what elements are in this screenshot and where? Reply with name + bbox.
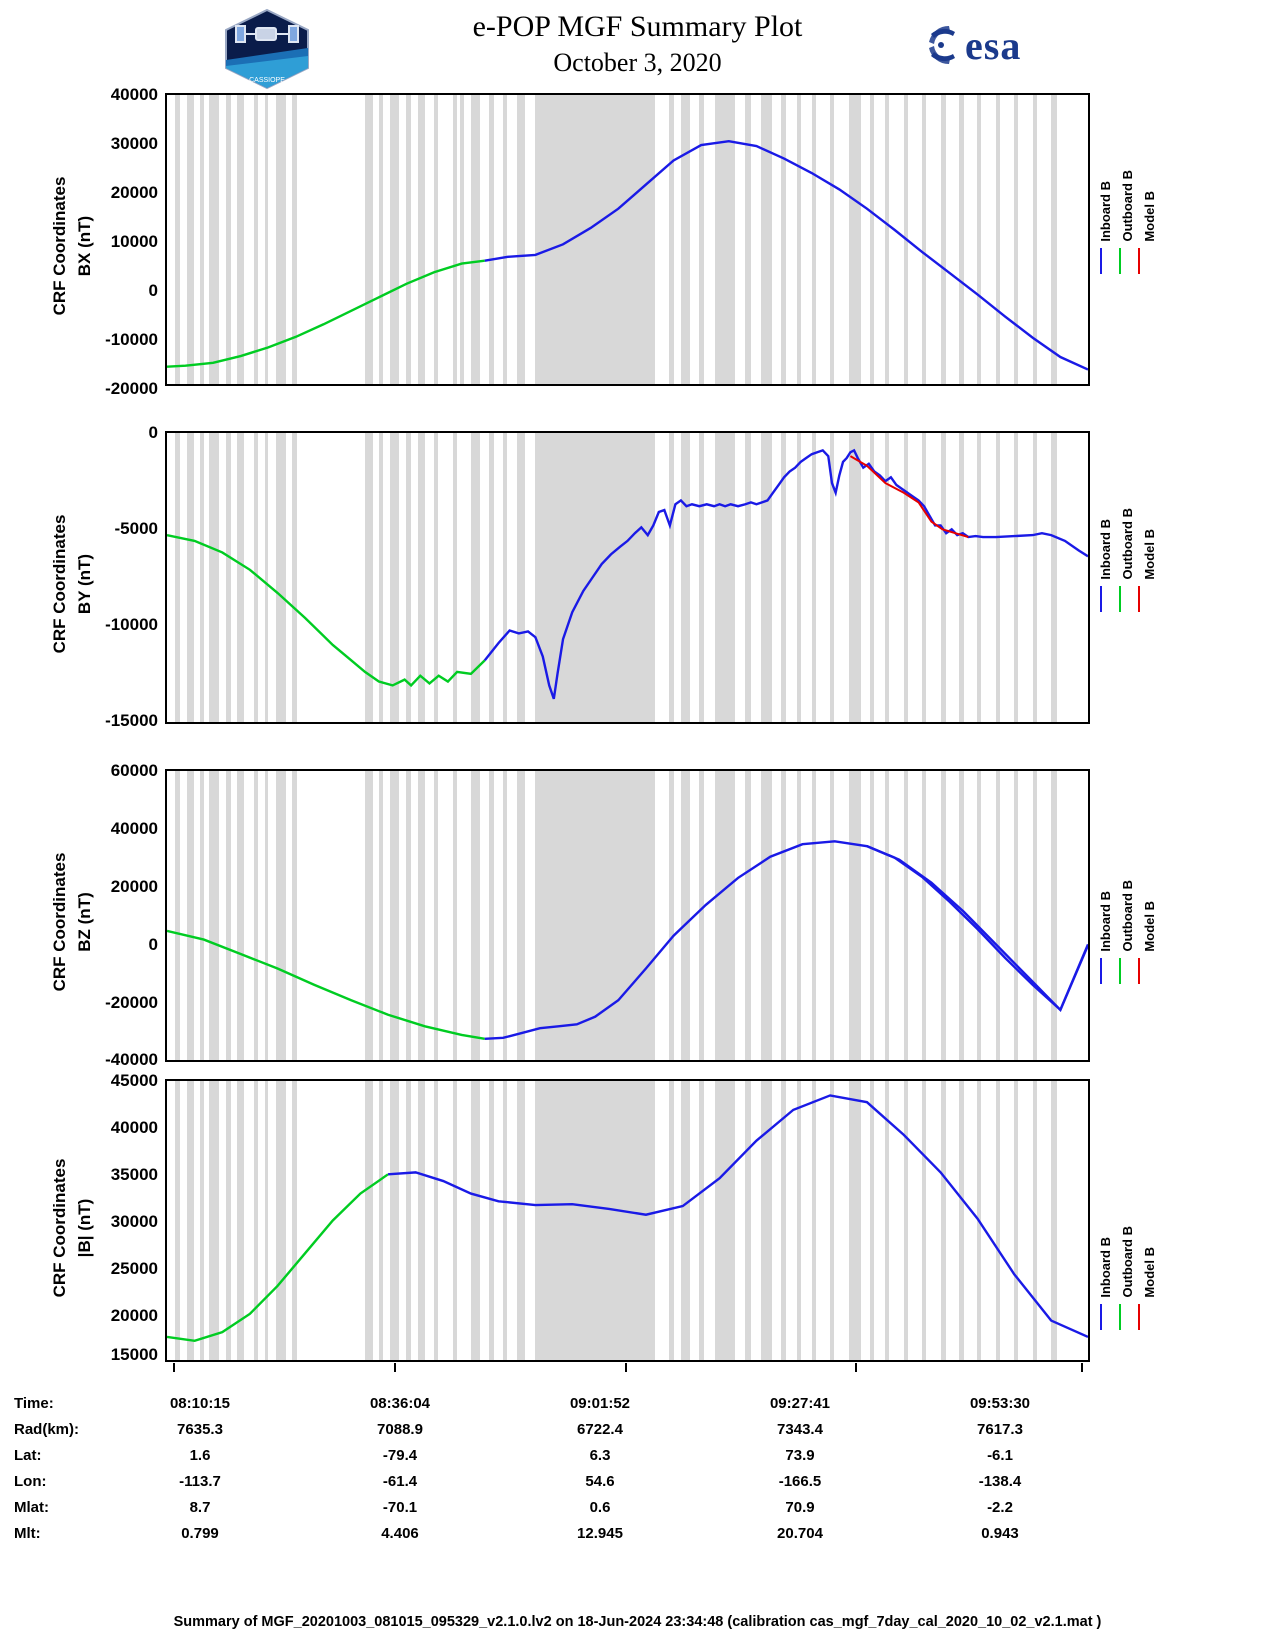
yaxis-title-bx: CRF Coordinates: [50, 176, 69, 316]
trace-by: [167, 433, 1088, 722]
table-row: Lat: 1.6 -79.4 6.3 73.9 -6.1: [14, 1446, 1013, 1464]
cassiope-mission-patch-icon: [222, 8, 312, 90]
yaxis-title-bz: CRF Coordinates: [50, 852, 69, 992]
plot-title: e-POP MGF Summary Plot: [472, 10, 803, 43]
row-label-lat: Lat:: [14, 1446, 42, 1464]
table-row: Mlt: 0.799 4.406 12.945 20.704 0.943: [14, 1524, 1019, 1542]
yaxis-title-by: CRF Coordinates: [50, 514, 69, 654]
legend-by: Inboard B Outboard B Model B: [1098, 508, 1170, 612]
svg-text:esa: esa: [965, 23, 1022, 68]
plot-area-bz: [167, 771, 1088, 1060]
trace-bmag: [167, 1081, 1088, 1360]
panel-by: [165, 431, 1090, 724]
trace-bz: [167, 771, 1088, 1060]
ephemeris-table: [14, 1390, 1269, 1546]
row-label-lon: Lon:: [14, 1472, 47, 1490]
legend-bz: Inboard B Outboard B Model B: [1098, 880, 1170, 984]
legend-bmag: Inboard B Outboard B Model B: [1098, 1226, 1170, 1330]
page-title: [0, 8, 1275, 80]
plot-subtitle: October 3, 2020: [553, 48, 722, 77]
esa-logo: [925, 22, 1040, 68]
xaxis-ticks: [165, 1363, 1090, 1373]
panel-bmag: [165, 1079, 1090, 1362]
table-row: Lon: -113.7 -61.4 54.6 -166.5 -138.4: [14, 1472, 1022, 1490]
summary-plot-page: e-POP MGF Summary Plot October 3, 2020 CASSIOPE esa 40000 30000 20000 10000 0 -10000 -20000 CRF Coordinates BX (nT) Inboard B Outboard B Model B 0 -5000 -10000 -15000 CRF Coordinates BY (nT) Inboard B Outboard B Model B 60000 40000 20000 0 -20000 -40000 CRF Coordinates BZ (nT) Inboard B Outboard B Model B 45000 40000 35000 30000 25000 20000 15000 CRF Coordinates |B| (nT) Inboard B Outboard B Model B Time: 08:10:15 08:36:04 09:01:52 09:27:41 09:53:30 Rad(km): 7635.3 7088.9 6722.4 7343.4 7617.3 Lat: 1.6 -79.4 6.3 73.9 -6.1 Lon: -113.7 -61.4 54.6 -166.5 -138.4 Mlat: 8.7 -70.1 0.6 70.9 -2.2 Mlt: 0.799 4.406 12.945 20.704 0.943 Summary of MGF_20201003_081015_095329_v2.1.0.lv2 on 18-Jun-2024 23:34:48 (calibration cas_mgf_7day_cal_2020_10_02_v2.1.mat ): [0, 0, 1275, 1650]
svg-text:CASSIOPE: CASSIOPE: [249, 77, 285, 84]
row-label-mlat: Mlat:: [14, 1498, 49, 1516]
row-label-rad: Rad(km):: [14, 1420, 80, 1438]
panel-bx: [165, 93, 1090, 386]
plot-area-bx: [167, 95, 1088, 384]
yaxis-title-bmag: CRF Coordinates: [50, 1158, 69, 1298]
plot-area-bmag: [167, 1081, 1088, 1360]
table-row: Rad(km): 7635.3 7088.9 6722.4 7343.4 7617.3: [14, 1420, 1023, 1438]
footer-caption: Summary of MGF_20201003_081015_095329_v2.1.0.lv2 on 18-Jun-2024 23:34:48 (calibration cas_mgf_7day_cal_2020_10_02_v2.1.mat ): [173, 1614, 1102, 1630]
row-label-time: Time:: [14, 1394, 54, 1412]
legend-bx: Inboard B Outboard B Model B: [1098, 170, 1170, 274]
panel-bz: [165, 769, 1090, 1062]
plot-area-by: [167, 433, 1088, 722]
table-row: Time: 08:10:15 08:36:04 09:01:52 09:27:41 09:53:30: [14, 1394, 1031, 1412]
table-row: Mlat: 8.7 -70.1 0.6 70.9 -2.2: [14, 1498, 1013, 1516]
trace-bx: [167, 95, 1088, 384]
row-label-mlt: Mlt:: [14, 1524, 41, 1542]
